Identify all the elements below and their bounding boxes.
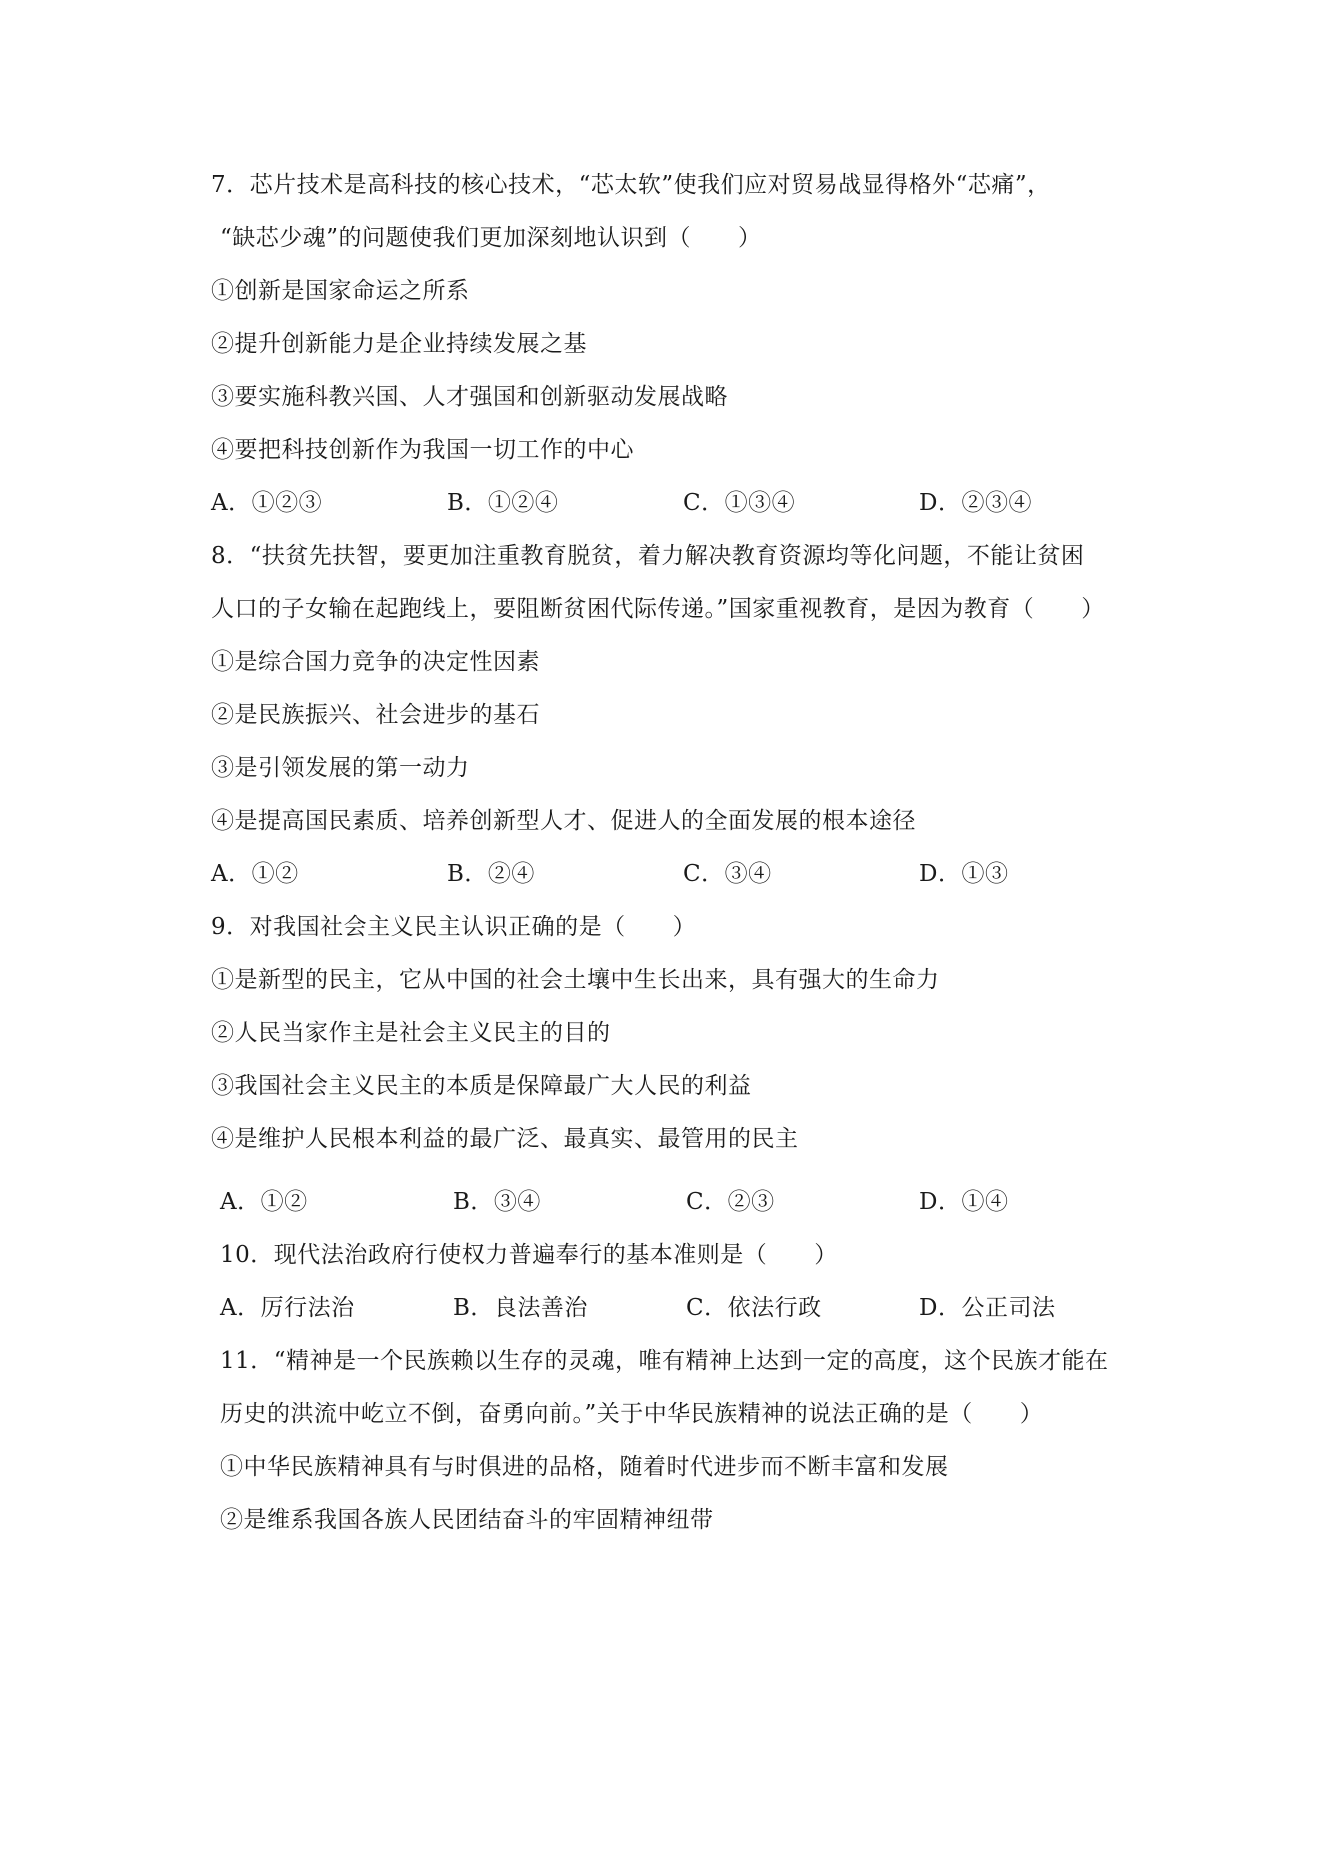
q8-item-1: ①是综合国力竞争的决定性因素 [211,649,540,675]
q9-option-d: D．①④ [919,1189,1009,1215]
q7-item-1: ①创新是国家命运之所系 [211,278,470,304]
q9-item-4: ④是维护人民根本利益的最广泛、最真实、最管用的民主 [211,1126,799,1152]
q9-item-2: ②人民当家作主是社会主义民主的目的 [211,1020,611,1046]
q10-option-d: D．公正司法 [919,1295,1056,1321]
q8-option-a: A．①② [211,861,299,887]
q10-option-c: C．依法行政 [686,1295,822,1321]
q10-option-b: B．良法善治 [453,1295,588,1321]
q11-item-2: ②是维系我国各族人民团结奋斗的牢固精神纽带 [220,1507,714,1533]
q8-option-b: B．②④ [447,861,535,887]
q11-stem-line2: 历史的洪流中屹立不倒，奋勇向前。”关于中华民族精神的说法正确的是（ ） [220,1401,1044,1427]
q7-option-b: B．①②④ [447,490,559,516]
q8-stem-line2: 人口的子女输在起跑线上，要阻断贫困代际传递。”国家重视教育，是因为教育（ ） [211,596,1105,622]
q11-stem-line1: 11．“精神是一个民族赖以生存的灵魂，唯有精神上达到一定的高度，这个民族才能在 [220,1348,1109,1374]
q10-option-a: A．厉行法治 [220,1295,355,1321]
q7-stem-line1: 7．芯片技术是高科技的核心技术，“芯太软”使我们应对贸易战显得格外“芯痛”， [211,172,1051,198]
q7-option-c: C．①③④ [683,490,796,516]
q8-stem-line1: 8．“扶贫先扶智，要更加注重教育脱贫，着力解决教育资源均等化问题，不能让贫困 [211,543,1085,569]
q10-stem: 10．现代法治政府行使权力普遍奉行的基本准则是（ ） [220,1242,838,1268]
q11-item-1: ①中华民族精神具有与时俱进的品格，随着时代进步而不断丰富和发展 [220,1454,949,1480]
q9-option-a: A．①② [220,1189,308,1215]
q7-stem-line2: “缺芯少魂”的问题使我们更加深刻地认识到（ ） [220,225,762,251]
q9-option-c: C．②③ [686,1189,775,1215]
q7-option-a: A．①②③ [211,490,323,516]
q7-item-4: ④要把科技创新作为我国一切工作的中心 [211,437,634,463]
q8-option-c: C．③④ [683,861,772,887]
q7-item-2: ②提升创新能力是企业持续发展之基 [211,331,587,357]
q8-item-3: ③是引领发展的第一动力 [211,755,470,781]
q9-item-3: ③我国社会主义民主的本质是保障最广大人民的利益 [211,1073,752,1099]
q9-option-b: B．③④ [453,1189,541,1215]
q9-item-1: ①是新型的民主，它从中国的社会土壤中生长出来，具有强大的生命力 [211,967,940,993]
q8-option-d: D．①③ [919,861,1009,887]
q8-item-2: ②是民族振兴、社会进步的基石 [211,702,540,728]
q7-option-d: D．②③④ [919,490,1032,516]
q8-item-4: ④是提高国民素质、培养创新型人才、促进人的全面发展的根本途径 [211,808,916,834]
q7-item-3: ③要实施科教兴国、人才强国和创新驱动发展战略 [211,384,728,410]
q9-stem: 9．对我国社会主义民主认识正确的是（ ） [211,914,697,940]
